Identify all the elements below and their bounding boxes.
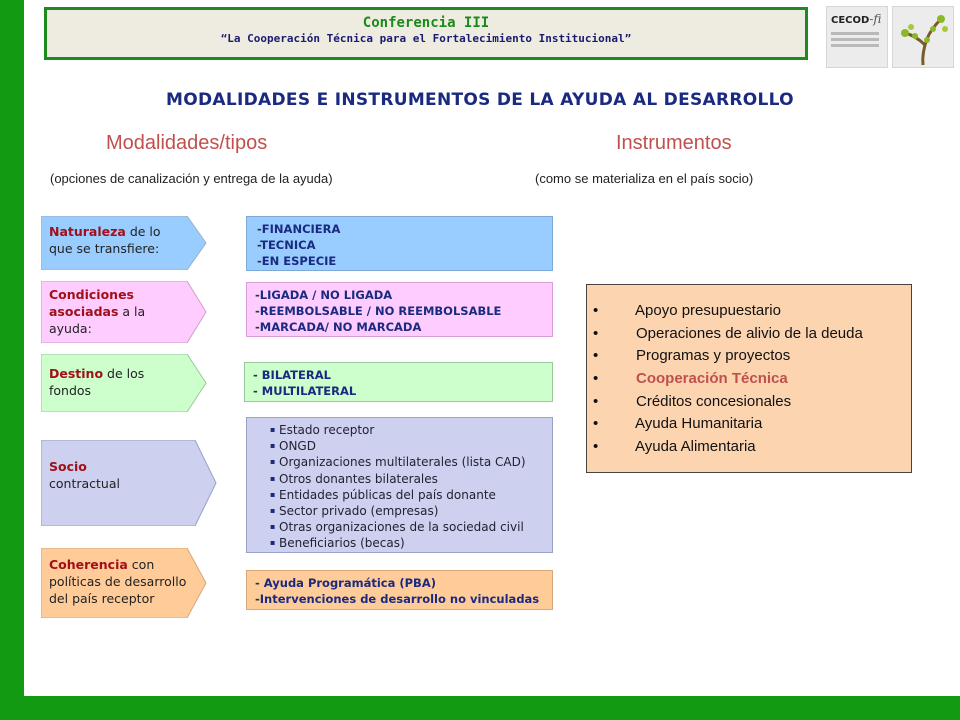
condiciones-label: Condiciones asociadas a la ayuda: bbox=[41, 281, 207, 343]
list-item: • Operaciones de alivio de la deuda bbox=[593, 324, 863, 342]
instrumentos-title: Instrumentos bbox=[616, 132, 732, 154]
destino-label: Destino de los fondos bbox=[41, 354, 207, 412]
coherencia-options bbox=[246, 570, 553, 610]
logo-text: CECOD-fi bbox=[831, 12, 882, 26]
list-item: ▪ Beneficiarios (becas) bbox=[279, 535, 552, 551]
naturaleza-label: Naturaleza de lo que se transfiere: bbox=[41, 216, 207, 270]
list-item: ▪ Otras organizaciones de la sociedad civil bbox=[279, 519, 552, 535]
list-item: ▪ Organizaciones multilaterales (lista CAD) bbox=[279, 454, 552, 470]
list-item: • Apoyo presupuestario bbox=[593, 302, 781, 319]
list-item: • Ayuda Humanitaria bbox=[593, 415, 763, 433]
option-item: -MARCADA/ NO MARCADA bbox=[255, 320, 422, 334]
conference-subtitle: “La Cooperación Técnica para el Fortalecimiento Institucional” bbox=[220, 32, 632, 45]
option-item: - BILATERAL bbox=[253, 368, 331, 382]
conference-header bbox=[44, 7, 808, 60]
list-item: ▪ Sector privado (empresas) bbox=[279, 503, 552, 519]
conference-title: Conferencia III bbox=[362, 15, 490, 31]
list-item: ▪ Entidades públicas del país donante bbox=[279, 487, 552, 503]
coherencia-label: Coherencia con políticas de desarrollo del país receptor bbox=[41, 548, 207, 618]
option-item: -REEMBOLSABLE / NO REEMBOLSABLE bbox=[255, 304, 502, 318]
list-item: • Ayuda Alimentaria bbox=[593, 438, 756, 456]
list-item: • Cooperación Técnica bbox=[593, 370, 788, 388]
destino-options bbox=[244, 362, 553, 402]
list-item: • Créditos concesionales bbox=[593, 392, 792, 410]
option-item: -EN ESPECIE bbox=[257, 254, 337, 268]
socio-options bbox=[246, 417, 553, 553]
list-item: ▪ Otros donantes bilaterales bbox=[279, 471, 552, 487]
option-item: -LIGADA / NO LIGADA bbox=[255, 288, 393, 302]
instrumentos-list bbox=[586, 284, 912, 473]
socio-label: Socio contractual bbox=[41, 440, 217, 526]
option-item: -TECNICA bbox=[257, 238, 316, 252]
modalidades-title: Modalidades/tipos bbox=[106, 132, 268, 154]
list-item: • Programas y proyectos bbox=[593, 347, 791, 365]
option-item: -FINANCIERA bbox=[257, 222, 341, 236]
bottom-green-bar bbox=[0, 696, 960, 720]
main-title: MODALIDADES E INSTRUMENTOS DE LA AYUDA AL DESARROLLO bbox=[166, 90, 794, 110]
option-item: - MULTILATERAL bbox=[253, 384, 357, 398]
logo-caption bbox=[831, 32, 887, 47]
list-item: ▪ ONGD bbox=[279, 438, 552, 454]
instrumentos-subtitle: (como se materializa en el país socio) bbox=[535, 171, 754, 186]
option-item: -Intervenciones de desarrollo no vinculadas bbox=[255, 592, 540, 606]
condiciones-options bbox=[246, 282, 553, 337]
modalidades-subtitle: (opciones de canalización y entrega de la ayuda) bbox=[50, 171, 333, 186]
naturaleza-options bbox=[246, 216, 553, 271]
option-item: - Ayuda Programática (PBA) bbox=[255, 576, 436, 590]
cecod-logo bbox=[826, 6, 888, 68]
plant-logo-icon bbox=[892, 6, 954, 68]
list-item: ▪ Estado receptor bbox=[279, 422, 552, 438]
